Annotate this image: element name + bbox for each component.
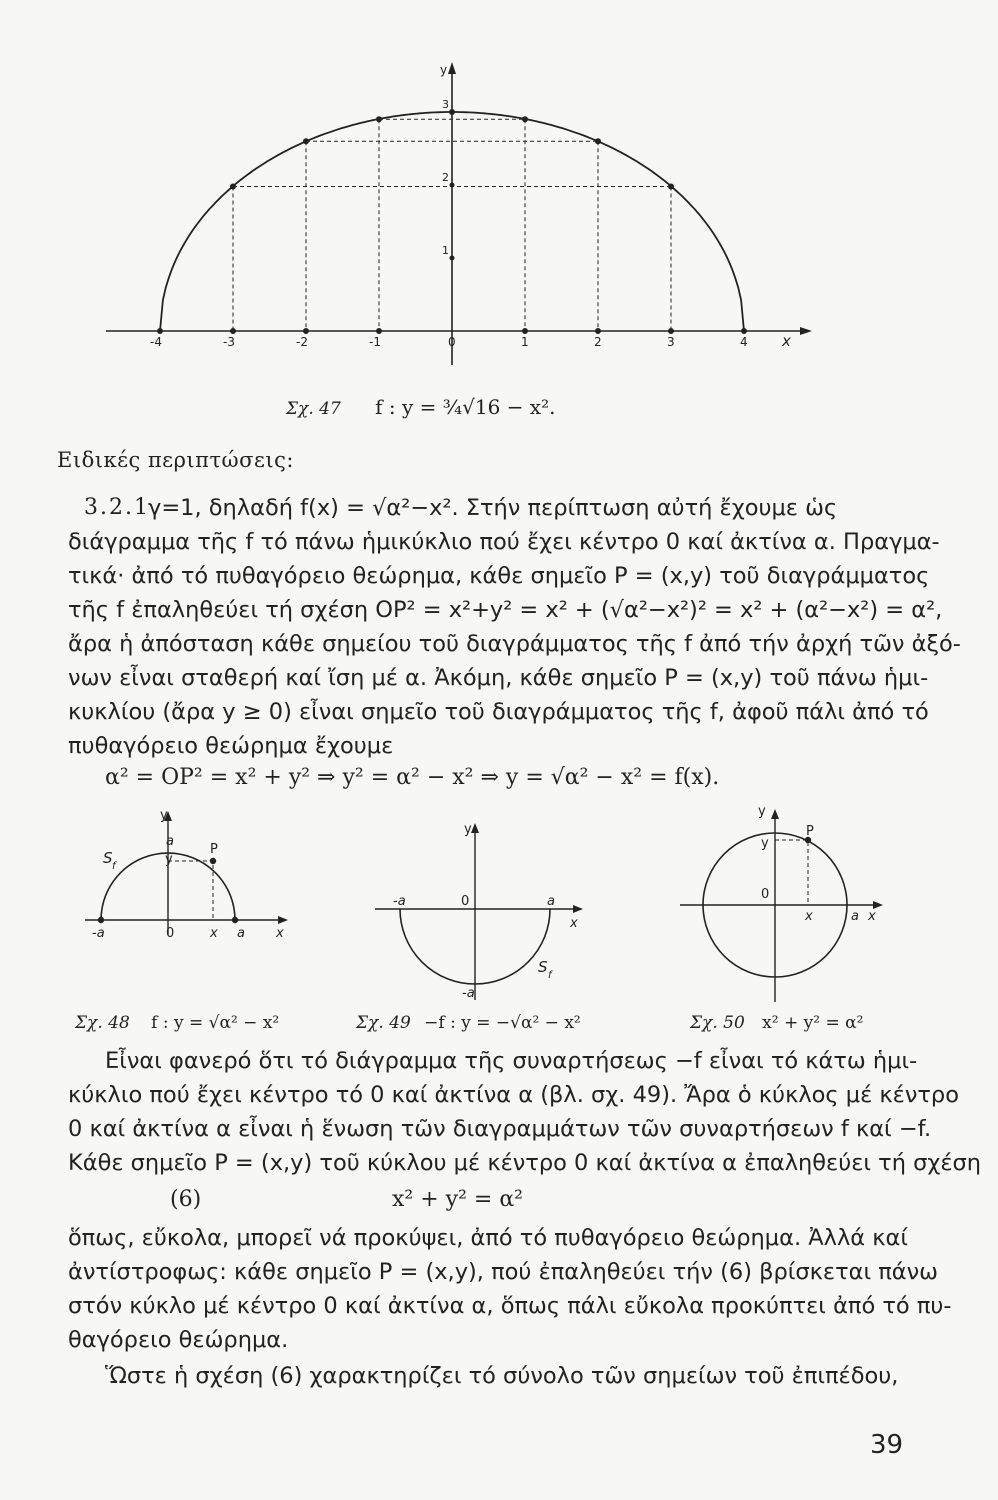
x-tick-label: 2 [594,335,602,349]
text-line: Κάθε σημεῖο P = (x,y) τοῦ κύκλου μέ κέντρο 0 καί ἀκτίνα α ἐπαληθεύει τή σχέση [68,1150,982,1176]
fig48-label: y [165,852,173,867]
text-line: στόν κύκλο μέ κέντρο 0 καί ἀκτίνα α, ὅπως πάλι εὔκολα προκύπτει ἀπό τό πυ- [68,1293,952,1319]
axis-point [230,328,236,334]
fig47-caption [286,395,555,419]
x-tick-label: -1 [369,335,381,349]
fig50-label: y [758,804,766,819]
text-line: τικά· ἀπό τό πυθαγόρειο θεώρημα, κάθε σημεῖο P = (x,y) τοῦ διαγράμματος [68,563,930,589]
fig50-caption [690,1013,863,1033]
data-point [741,328,747,334]
projection-lines [775,840,808,905]
x-tick-label: 3 [667,335,675,349]
equation-6: x² + y² = α² [392,1187,523,1212]
y-axis-arrow [448,62,456,74]
fig50-label: x [805,909,813,924]
point-p [211,859,216,864]
text-line: ἄρα ἡ ἀπόσταση κάθε σημείου τοῦ διαγράμματος τῆς f ἀπό τήν ἀρχή τῶν ἀξό- [68,631,961,657]
fig49-caption [356,1013,581,1033]
y-axis-point [450,110,455,115]
fig49-label: -a [393,894,406,909]
fig48-label: x [210,926,218,941]
caption-formula: x² + y² = α² [762,1013,864,1033]
text-line: κυκλίου (ἄρα y ≥ 0) εἶναι σημεῖο τοῦ διαγράμματος τῆς f, ἀφοῦ πάλι ἀπό τό [68,699,929,725]
fig50-label: y [761,836,769,851]
text-line: γ=1, δηλαδή f(x) = √α²−x². Στήν περίπτωση αὐτή ἔχουμε ὡς [148,495,838,521]
y-axis-point [450,256,455,261]
x-axis-arrow [873,901,883,909]
figure-47 [0,0,998,400]
axis-point [303,328,309,334]
text-line: ἀντίστροφως: κάθε σημεῖο P = (x,y), πού ἐπαληθεύει τήν (6) βρίσκεται πάνω [68,1259,938,1285]
text-line: κύκλιο πού ἔχει κέντρο τό 0 καί ἀκτίνα α (βλ. σχ. 49). Ἄρα ὁ κύκλος μέ κέντρο [68,1082,959,1108]
fig48-label: 0 [166,926,175,941]
x-tick-label: -3 [223,335,235,349]
figures-48-50 [0,795,998,1010]
fig49-label: f [548,970,552,981]
fig48-label: a [166,834,174,849]
fig49-label: x [570,916,578,931]
y-tick-label: 1 [442,244,449,257]
section-heading: Ειδικές περιπτώσεις: [57,448,294,472]
fig48-label: -a [92,926,105,941]
fig48-caption [75,1013,279,1033]
caption-formula: −f : y = −√α² − x² [424,1013,581,1033]
y-axis-point [450,183,455,188]
x-axis-arrow [800,327,812,335]
data-point [230,183,236,189]
data-point [157,328,163,334]
fig50-label: a [851,909,859,924]
axis-point [376,328,382,334]
text-line: ὅπως, εὔκολα, μπορεῖ νά προκύψει, ἀπό τό πυθαγόρειο θεώρημα. Ἀλλά καί [68,1225,908,1251]
data-point [668,183,674,189]
caption-label: Σχ. 49 [356,1013,411,1033]
caption-formula: f : y = √α² − x² [151,1013,280,1033]
x-axis-arrow [573,905,583,913]
fig48-label: S [103,849,113,867]
fig50-label: 0 [761,887,770,902]
caption-label: Σχ. 50 [690,1013,745,1033]
equation-6-label: (6) [170,1187,202,1212]
x-tick-label: -2 [296,335,308,349]
section-number: 3.2.1 [84,495,150,520]
fig50-label: x [868,909,876,924]
y-axis-arrow [771,809,779,819]
text-line: πυθαγόρειο θεώρημα ἔχουμε [68,733,394,759]
fig48-label: f [112,861,116,872]
figure-48 [85,811,288,935]
x-tick-label: 1 [521,335,529,349]
text-line: νων εἶναι σταθερή καί ἴση μέ α. Ἀκόμη, κάθε σημεῖο P = (x,y) τοῦ πάνω ἡμι- [68,665,929,691]
fig48-label: P [210,842,218,857]
fig50-label: P [806,824,814,839]
data-point [595,138,601,144]
axis-point [595,328,601,334]
page-number: 39 [870,1430,904,1460]
x-tick-label: 0 [448,335,456,349]
figure-50 [680,809,883,1002]
x-axis-arrow [278,916,288,924]
fig49-label: 0 [461,894,470,909]
caption-label: Σχ. 47 [286,399,341,419]
text-line: Εἶναι φανερό ὅτι τό διάγραμμα τῆς συναρτήσεως −f εἶναι τό κάτω ἡμι- [105,1048,918,1074]
text-line: Ὥστε ἡ σχέση (6) χαρακτηρίζει τό σύνολο τῶν σημείων τοῦ ἐπιπέδου, [105,1363,899,1389]
fig49-label: S [538,958,548,976]
point [99,918,104,923]
y-axis-arrow [471,823,479,833]
y-axis-label: y [440,63,448,77]
text-line: διάγραμμα τῆς f τό πάνω ἡμικύκλιο πού ἔχει κέντρο 0 καί ἀκτίνα α. Πραγμα- [68,529,940,555]
fig48-label: x [276,926,284,941]
x-tick-label: -4 [150,335,162,349]
axis-point [522,328,528,334]
x-axis-label: x [782,332,791,350]
text-line: θαγόρειο θεώρημα. [68,1327,289,1353]
y-tick-label: 2 [442,171,449,184]
axis-point [668,328,674,334]
x-tick-label: 4 [740,335,748,349]
data-point [376,116,382,122]
fig49-label: y [464,822,472,837]
text-line: 0 καί ἀκτίνα α εἶναι ἡ ἕνωση τῶν διαγραμμάτων τῶν συναρτήσεων f καί −f. [68,1116,932,1142]
data-point [303,138,309,144]
data-point [522,116,528,122]
caption-formula: f : y = ¾√16 − x². [375,395,556,419]
figure-49 [375,823,583,1000]
equation-line: α² = OP² = x² + y² ⇒ y² = α² − x² ⇒ y = √α² − x² = f(x). [105,765,720,790]
fig48-label: a [237,926,245,941]
caption-label: Σχ. 48 [75,1013,130,1033]
fig49-label: a [547,894,555,909]
projection-lines [168,861,213,920]
fig49-label: -a [462,986,475,1001]
point [233,918,238,923]
y-tick-label: 3 [442,98,449,111]
text-line: τῆς f ἐπαληθεύει τή σχέση OP² = x²+y² = x² + (√α²−x²)² = x² + (α²−x²) = α², [68,597,943,623]
fig48-label: y [160,808,168,823]
